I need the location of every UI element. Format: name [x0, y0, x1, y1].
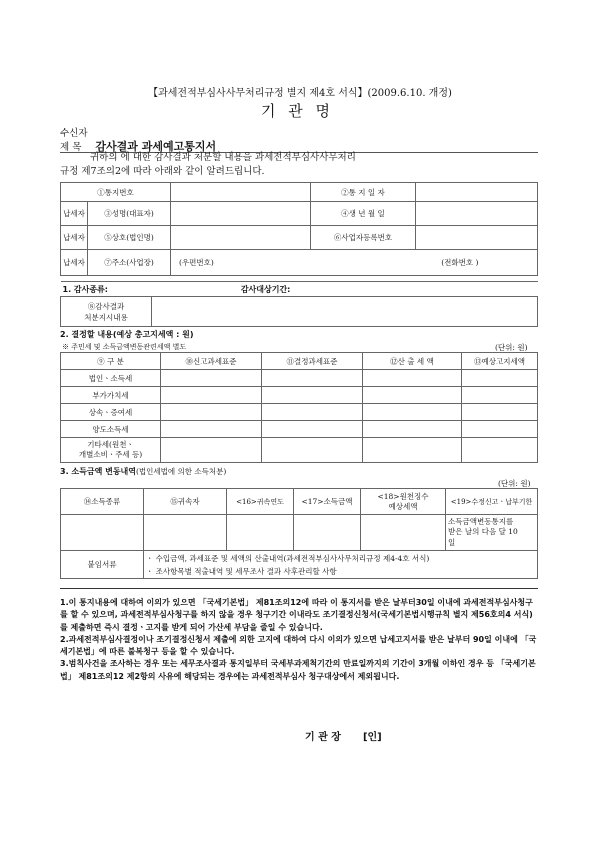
col-amended-deadline: <19>수정신고ㆍ납부기한 — [446, 489, 538, 515]
recipient-label: 수신자 — [60, 128, 88, 139]
cell[interactable] — [262, 370, 363, 387]
form-header: 【과세전적부심사사무처리규정 별지 제4호 서식】(2009.6.10. 개정) — [148, 88, 452, 99]
signature-row — [305, 728, 382, 743]
cell[interactable] — [227, 515, 294, 551]
birth-field[interactable] — [416, 202, 538, 226]
cell[interactable] — [363, 421, 462, 438]
cell[interactable] — [262, 438, 363, 463]
cell[interactable] — [363, 438, 462, 463]
col-recipient: ⑮귀속자 — [144, 489, 227, 515]
row-capital-gains-tax: 양도소득세 — [61, 421, 161, 438]
cell[interactable] — [161, 421, 262, 438]
cell[interactable] — [363, 387, 462, 404]
attachments-list — [144, 551, 538, 579]
cell[interactable] — [161, 370, 262, 387]
cell[interactable] — [61, 515, 144, 551]
cell[interactable] — [462, 404, 538, 421]
cell[interactable] — [262, 421, 363, 438]
decision-heading: 2. 결정할 내용(예상 총고지세액 : 원) — [60, 330, 194, 339]
name-field[interactable] — [171, 202, 311, 226]
cell[interactable] — [294, 515, 361, 551]
col-expected-tax: ⑬예상고지세액 — [462, 353, 538, 370]
audit-table — [60, 281, 538, 327]
intro-line-2: 규정 제7조의2에 따라 아래와 같이 알려드립니다. — [60, 166, 265, 177]
col-income-type: ⑭소득종류 — [61, 489, 144, 515]
deadline-text: 소득금액변동통지를 받은 날의 다음 달 10 일 — [446, 515, 538, 551]
intro-line-1: 귀하의 에 대한 감사결과 처분할 내용을 과세전적부심사사무처리 — [90, 152, 356, 163]
taxpayer-label-2: 납세자 — [61, 226, 88, 250]
cell[interactable] — [262, 387, 363, 404]
audit-kind-label: 1. 감사종류: — [62, 284, 109, 294]
cell[interactable] — [462, 421, 538, 438]
birth-label: ④생 년 월 일 — [311, 202, 416, 226]
signature-label: 기 관 장 — [305, 732, 341, 743]
company-label: ⑤상호(법인명) — [88, 226, 171, 250]
col-withholding-tax: <18>원천징수 예상세액 — [361, 489, 446, 515]
row-inheritance-gift-tax: 상속ㆍ증여세 — [61, 404, 161, 421]
seal-mark: [인] — [362, 732, 382, 743]
taxpayer-label-3: 납세자 — [61, 250, 88, 276]
address-label: ⑦주소(사업장) — [88, 250, 171, 276]
bizno-field[interactable] — [416, 226, 538, 250]
income-heading-row — [60, 466, 226, 477]
row-other-taxes: 기타세(원천ㆍ 개별소비ㆍ주세 등) — [61, 438, 161, 463]
col-income-amount: <17>소득금액 — [294, 489, 361, 515]
name-label: ③성명(대표자) — [88, 202, 171, 226]
audit-content-field[interactable] — [152, 297, 538, 327]
decision-note: ※ 주민세 및 소득금액변동관련세액 별도 — [62, 343, 187, 351]
col-reported-base: ⑩신고과세표준 — [161, 353, 262, 370]
company-field[interactable] — [171, 226, 311, 250]
cell[interactable] — [144, 515, 227, 551]
decision-table — [60, 352, 538, 463]
subject-label: 제 목 — [60, 142, 82, 153]
cell[interactable] — [161, 404, 262, 421]
audit-content-label: ⑧감사결과 처분지시내용 — [61, 297, 152, 327]
note-item: 2.과세전적부심사결정이나 조기결정신청서 제출에 의한 고지에 대하여 다시 이의가 있으면 납세고지서를 받은 날부터 90일 이내에 「국세기본법」에 따른 불복청구 등을 할 수 있습니다. — [60, 634, 537, 657]
audit-kind-row — [61, 282, 538, 297]
row-corporate-income-tax: 법인ㆍ소득세 — [61, 370, 161, 387]
intro-text — [60, 151, 538, 179]
row-vat: 부가가치세 — [61, 387, 161, 404]
taxpayer-info-table — [60, 182, 538, 276]
attachment-item: ㆍ 수입금액, 과세표준 및 세액의 산출내역(과세전적부심사사무처리규정 제4-4호 서식) — [146, 553, 430, 563]
income-table — [60, 488, 538, 579]
cell[interactable] — [262, 404, 363, 421]
agency-title: 기 관 명 — [260, 102, 334, 120]
subject-text: 감사결과 과세예고통지서 — [95, 140, 217, 153]
notice-no-field[interactable] — [171, 183, 311, 202]
audit-period-label: 감사대상기간: — [240, 284, 291, 294]
bizno-label: ⑥사업자등록번호 — [311, 226, 416, 250]
col-calculated-tax: ⑫산 출 세 액 — [363, 353, 462, 370]
cell[interactable] — [462, 438, 538, 463]
notice-date-label: ②통 지 일 자 — [311, 183, 416, 202]
cell[interactable] — [363, 370, 462, 387]
income-heading: 3. 소득금액 변동내역 — [60, 467, 136, 476]
cell[interactable] — [363, 404, 462, 421]
taxpayer-label: 납세자 — [61, 202, 88, 226]
phone-label: (전화번호 ) — [441, 258, 479, 267]
attachment-item: ㆍ 조사항목별 적출내역 및 세무조사 결과 사후관리할 사항 — [146, 566, 337, 576]
col-decided-base: ⑪결정과세표준 — [262, 353, 363, 370]
notice-no-label: ①통지번호 — [61, 183, 171, 202]
cell[interactable] — [161, 387, 262, 404]
attachments-label: 붙임서류 — [61, 551, 144, 579]
postal-label: (우편번호) — [179, 258, 214, 267]
cell[interactable] — [462, 370, 538, 387]
col-attribution-year: <16>귀속연도 — [227, 489, 294, 515]
income-heading-sub: (법인세법에 의한 소득처분) — [136, 467, 227, 476]
cell[interactable] — [462, 387, 538, 404]
decision-unit: (단위: 원) — [495, 343, 528, 352]
note-item: 1.이 통지내용에 대하여 이의가 있으면 「국세기본법」 제81조의12에 따라 이 통지서를 받은 날부터30일 이내에 과세전적부심사청구를 할 수 있으며, 과세전적부심사청구를 하지 않을 경우 청구기간 이내라도 조기결정신청서(국세기본법시행규칙 별지 제56호의4 서식)를 제출하면 즉시 결정ㆍ고지를 받게 되어 가산세 부담을 줄일 수 있습니다. — [60, 598, 533, 632]
notes-block — [60, 597, 538, 683]
notes-divider — [60, 588, 538, 589]
address-field[interactable] — [171, 250, 538, 276]
income-unit: (단위: 원) — [498, 479, 531, 488]
notice-date-field[interactable] — [416, 183, 538, 202]
cell[interactable] — [361, 515, 446, 551]
cell[interactable] — [161, 438, 262, 463]
col-category: ⑨ 구 분 — [61, 353, 161, 370]
note-item: 3.범칙사건을 조사하는 경우 또는 세무조사결과 통지일부터 국세부과제척기간의 만료일까지의 기간이 3개월 이하인 경우 등 「국세기본법」 제81조의12 제2항의 사유에 해당되는 경우에는 과세전적부심사 청구대상에서 제외됩니다. — [60, 659, 536, 681]
